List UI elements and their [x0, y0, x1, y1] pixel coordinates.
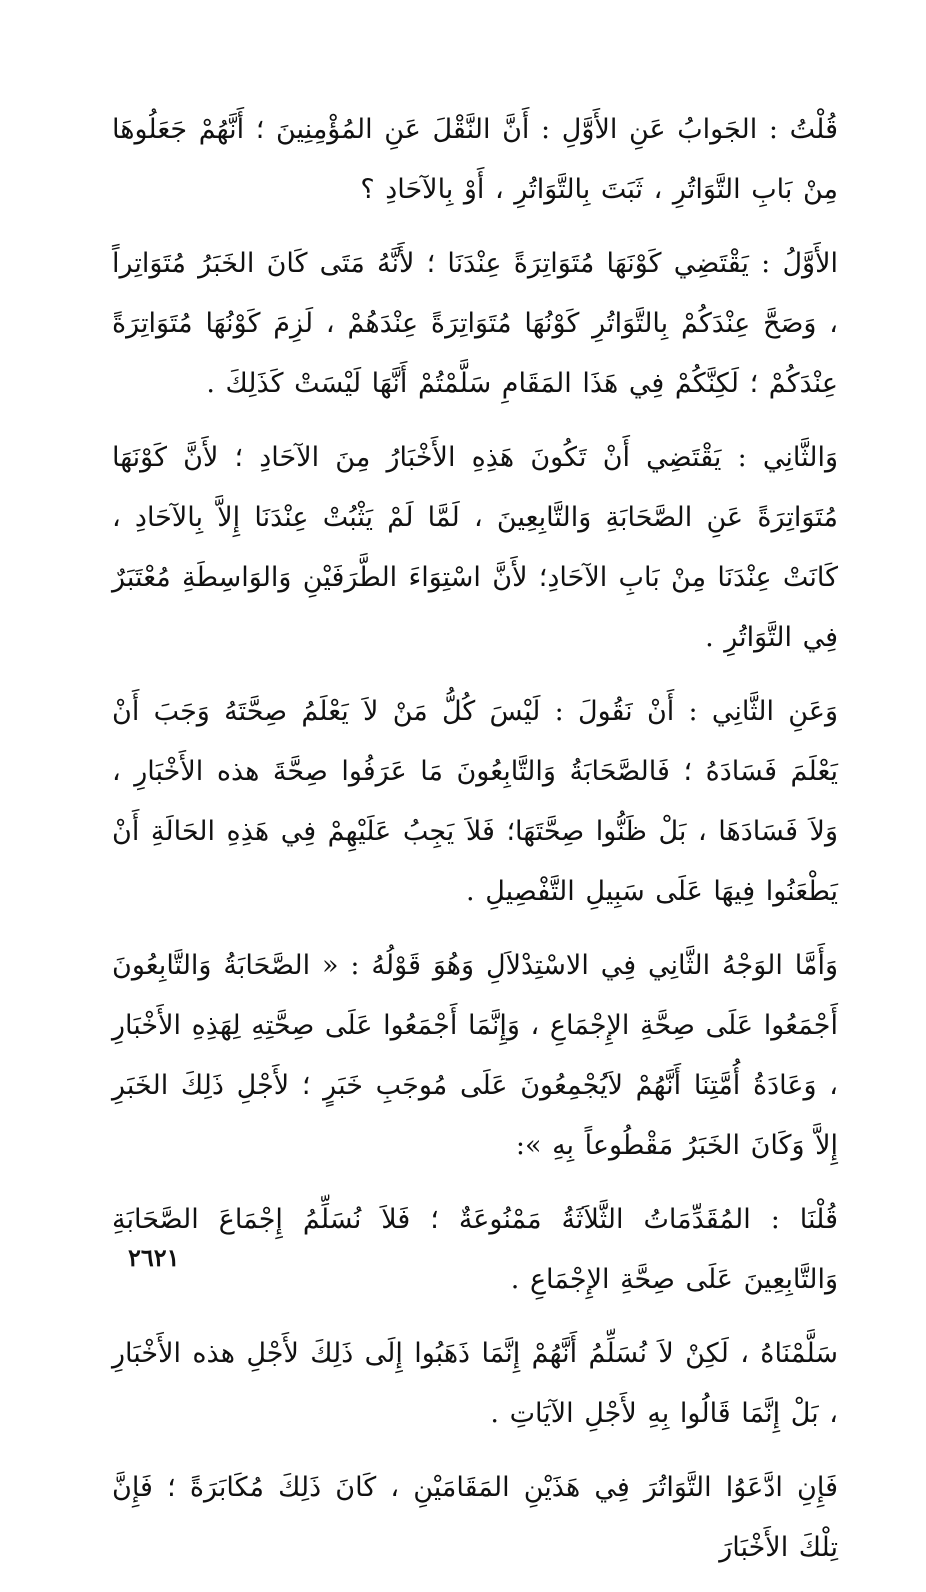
paragraph-7: سَلَّمْنَاهُ ، لَكِنْ لاَ نُسَلِّمُ أَنَّهُمْ إِنَّمَا ذَهَبُوا إِلَى ذَلِكَ لأَجْلِ هذه الأَخْبَارِ ، بَلْ إِنَّمَا قَالُوا بِهِ لأَجْلِ الآيَاتِ .	[112, 1338, 838, 1429]
paragraph-1: قُلْتُ : الجَوابُ عَنِ الأَوَّلِ : أَنَّ النَّقْلَ عَنِ المُؤْمِنِينَ ؛ أَنَّهُمْ جَعَلُوهَا مِنْ بَابِ التَّوَاتُرِ ، ثَبَتَ بِالتَّوَاتُرِ ، أَوْ بِالآحَادِ ؟	[112, 114, 838, 205]
paragraph-6: قُلْنَا : المُقَدِّمَاتُ الثَّلاَثَةُ مَمْنُوعَةٌ ؛ فَلاَ نُسَلِّمُ إِجْمَاعَ الصَّحَابَةِ وَالتَّابِعِينَ عَلَى صِحَّةِ الإِجْمَاعِ .	[112, 1204, 838, 1295]
page-number: ٢٦٢١	[128, 1243, 180, 1272]
paragraph-4: وَعَنِ الثَّانِي : أَنْ نَقُولَ : لَيْسَ كُلُّ مَنْ لاَ يَعْلَمُ صِحَّتَهُ وَجَبَ أَنْ يَعْلَمَ فَسَادَهُ ؛ فَالصَّحَابَةُ وَالتَّابِعُونَ مَا عَرَفُوا صِحَّةَ هذه الأَخْبَارِ ، وَلاَ فَسَادَهَا ، بَلْ ظَنُّوا صِحَّتَهَا؛ فَلاَ يَجِبُ عَلَيْهِمْ فِي هَذِهِ الحَالَةِ أَنْ يَطْعَنُوا فِيهَا عَلَى سَبِيلِ التَّفْصِيلِ .	[112, 696, 838, 907]
body-text	[112, 100, 838, 1592]
paragraph-8: فَإِنِ ادَّعَوُا التَّوَاتُرَ فِي هَذَيْنِ المَقَامَيْنِ ، كَانَ ذَلِكَ مُكَابَرَةً ؛ فَإِنَّ تِلْكَ الأَخْبَارَ	[112, 1472, 838, 1563]
paragraph-5: وَأَمَّا الوَجْهُ الثَّانِي فِي الاسْتِدْلاَلِ وَهُوَ قَوْلُهُ : « الصَّحَابَةُ وَالتَّابِعُونَ أَجْمَعُوا عَلَى صِحَّةِ الإِجْمَاعِ ، وَإِنَّمَا أَجْمَعُوا عَلَى صِحَّتِهِ لِهَذِهِ الأَخْبَارِ ، وَعَادَةُ أُمَّتِنَا أَنَّهُمْ لاَيُجْمِعُونَ عَلَى مُوجَبِ خَبَرٍ ؛ لأَجْلِ ذَلِكَ الخَبَرِ إِلاَّ وَكَانَ الخَبَرُ مَقْطُوعاً بِهِ »:	[112, 950, 838, 1161]
paragraph-2: الأَوَّلُ : يَقْتَضِي كَوْنَهَا مُتَوَاتِرَةً عِنْدَنَا ؛ لأَنَّهُ مَتَى كَانَ الخَبَرُ مُتَوَاتِراً ، وَصَحَّ عِنْدَكُمْ بِالتَّوَاتُرِ كَوْنُهَا مُتَوَاتِرَةً عِنْدَهُمْ ، لَزِمَ كَوْنُهَا مُتَوَاتِرَةً عِنْدَكُمْ ؛ لَكِنَّكُمْ فِي هَذَا المَقَامِ سَلَّمْتُمْ أَنَّهَا لَيْسَتْ كَذَلِكَ .	[112, 248, 838, 399]
paragraph-3: وَالثَّانِي : يَقْتَضِي أَنْ تَكُونَ هَذِهِ الأَخْبَارُ مِنَ الآحَادِ ؛ لأَنَّ كَوْنَهَا مُتَوَاتِرَةً عَنِ الصَّحَابَةِ وَالتَّابِعِينَ ، لَمَّا لَمْ يَثْبُتْ عِنْدَنَا إِلاَّ بِالآحَادِ ، كَانَتْ عِنْدَنَا مِنْ بَابِ الآحَادِ؛ لأَنَّ اسْتِوَاءَ الطَّرَفَيْنِ وَالوَاسِطَةِ مُعْتَبَرٌ فِي التَّوَاتُرِ .	[112, 442, 838, 653]
